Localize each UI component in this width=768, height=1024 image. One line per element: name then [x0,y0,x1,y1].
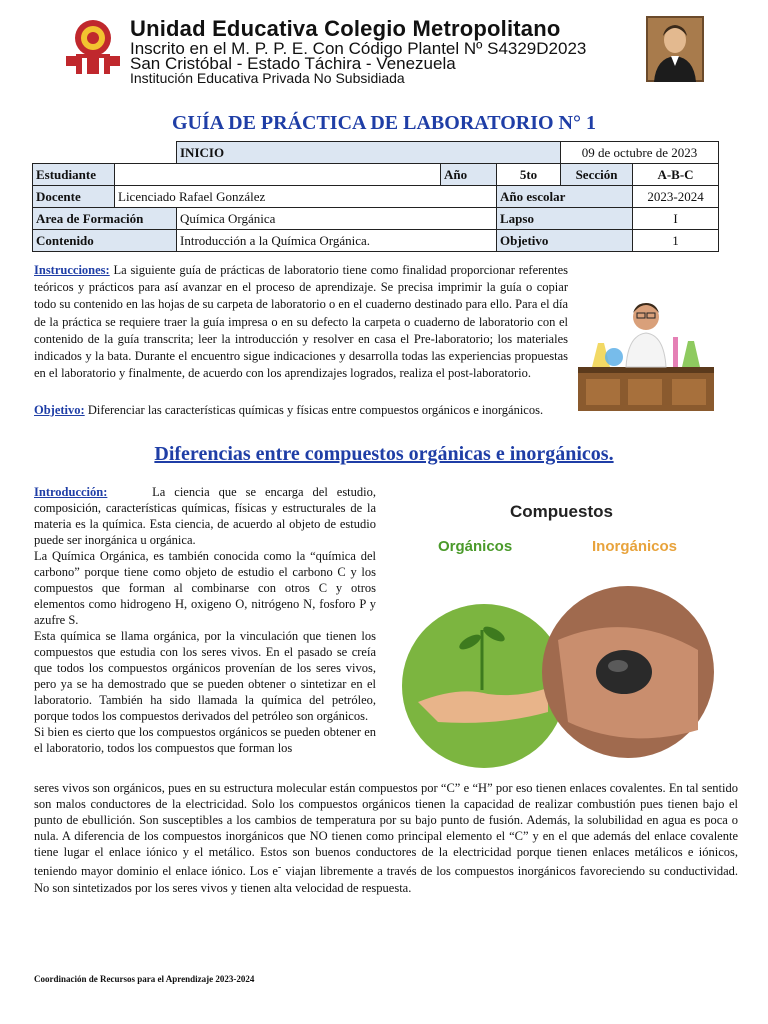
lapso-value: I [633,208,719,230]
founder-portrait [646,16,704,82]
estudiante-value[interactable] [115,164,441,186]
instructions-text: La siguiente guía de prácticas de laboratorio tiene como finalidad proporcionar referentes teóricos y prácticos para así avanzar en el proceso de aprendizaje. Se precisa imprimir la guía o copiar todo su contenido en las hojas de su carpeta de laboratorio o en el cuaderno destinado para ello. Para el día de la práctica se requiere traer la guía impresa o en su defecto la carpeta o cuaderno de laboratorio con el contenido de la guía transcrita; leer la introducción y resolver en casa el Pre-laboratorio; los materiales indicados y la bata. Durante el encuentro sigue indicaciones y desarrolla todas las experiencias propuestas en el laboratorio y finalmente, de acuerdo con los aprendizajes logrados, realiza el post-laboratorio. [34,263,568,381]
institution-type: Institución Educativa Privada No Subsidiada [130,70,405,86]
inicio-value: 09 de octubre de 2023 [561,142,719,164]
instructions-paragraph [34,262,568,382]
page-title: GUÍA DE PRÁCTICA DE LABORATORIO N° 1 [172,112,596,134]
docente-value: Licenciado Rafael González [115,186,497,208]
info-table [32,141,719,252]
anio-escolar-label: Año escolar [497,186,633,208]
anio-label: Año [441,164,497,186]
introduction-continuation [34,780,738,896]
school-name: Unidad Educativa Colegio Metropolitano [130,16,561,41]
anio-escolar-value: 2023-2024 [633,186,719,208]
inicio-label: INICIO [177,142,561,164]
school-location: San Cristóbal - Estado Táchira - Venezuela [130,54,456,73]
lapso-label: Lapso [497,208,633,230]
contenido-value: Introducción a la Química Orgánica. [177,230,497,252]
objective-text: Diferenciar las características químicas y físicas entre compuestos orgánicos e inorgánicos. [87,403,544,417]
figure-title: Compuestos [510,502,613,521]
figure-organic-label: Orgánicos [438,538,513,555]
compounds-figure [398,490,714,772]
page-footer: Coordinación de Recursos para el Aprendizaje 2023-2024 [34,974,255,984]
anio-value: 5to [497,164,561,186]
instructions-label: Instrucciones: [34,263,110,277]
area-label: Area de Formación [33,208,177,230]
objetivo-label: Objetivo [497,230,633,252]
seccion-label: Sección [561,164,633,186]
area-value: Química Orgánica [177,208,497,230]
objective-paragraph [34,402,568,419]
introduction-p3: Esta química se llama orgánica, por la vinculación que tienen los compuestos que estudia con los seres vivos. En el pasado se creía que todos los compuestos orgánicos provenían de los seres vivos, pero ya se ha demostrado que se pueden obtener o sintetizar en el laboratorio. También ha sido llamada la química del petróleo, porque todos los compuestos derivados del petróleo son orgánicos. [34,629,376,723]
school-logo [62,16,124,78]
contenido-label: Contenido [33,230,177,252]
introduction-p2: La Química Orgánica, es también conocida como la “química del carbono” porque tiene como objeto de estudio el carbono C y los compuestos que forman al combinarse con otros C y otros elementos como hidrogeno H, oxigeno O, nitrógeno N, fosforo P y azufre S. [34,549,376,627]
estudiante-label: Estudiante [33,164,115,186]
introduction-p1: La ciencia que se encarga del estudio, composición, características químicas, físicas y estructurales de la materia es la química. Esta ciencia, de acuerdo al objeto de estudio puede ser inorgánica u orgánica. [34,485,376,547]
introduction-p5-end: viajan libremente a través de los compuestos inorgánicos favoreciendo su conductividad. No son sintetizados por los seres vivos y tienen alta velocidad de respuesta. [34,864,738,895]
introduction-p4: Si bien es cierto que los compuestos orgánicos se pueden obtener en el laboratorio, todos los compuestos que forman los [34,725,376,755]
figure-inorganic-label: Inorgánicos [592,538,678,555]
introduction-label: Introducción: [34,485,108,499]
introduction-p5: seres vivos son orgánicos, pues en su estructura molecular están compuestos por “C” e “H” por eso tienen enlaces covalentes. En tal sentido son malos conductores de la electricidad. Solo los compuestos orgánicos tienen la capacidad de realizar combustión pues tienen bajo el punto de ebullición. Son susceptibles a los cambios de temperatura por su bajo punto de fusión. Además, la solubilidad en agua es poca o nula. A diferencia de los compuestos inorgánicos que NO tienen como principal elemento el “C” y en el que además del enlace covalente tiene lugar el enlace iónico y el metálico. Estos son buenos conductores de la electricidad porque tienen enlaces metálicos e iónicos, teniendo mayor dominio el enlace iónico. Los e [34,781,738,879]
docente-label: Docente [33,186,115,208]
school-registration: Inscrito en el M. P. P. E. Con Código Plantel Nº S4329D2023 [130,39,587,58]
electron-superscript: - [277,862,282,874]
seccion-value: A-B-C [633,164,719,186]
section-title: Diferencias entre compuestos orgánicas e inorgánicos. [154,443,614,465]
objective-label: Objetivo: [34,403,85,417]
scientist-illustration [578,291,714,411]
introduction-column [34,484,376,756]
objetivo-value: 1 [633,230,719,252]
compounds-figure-graphic [398,490,714,772]
